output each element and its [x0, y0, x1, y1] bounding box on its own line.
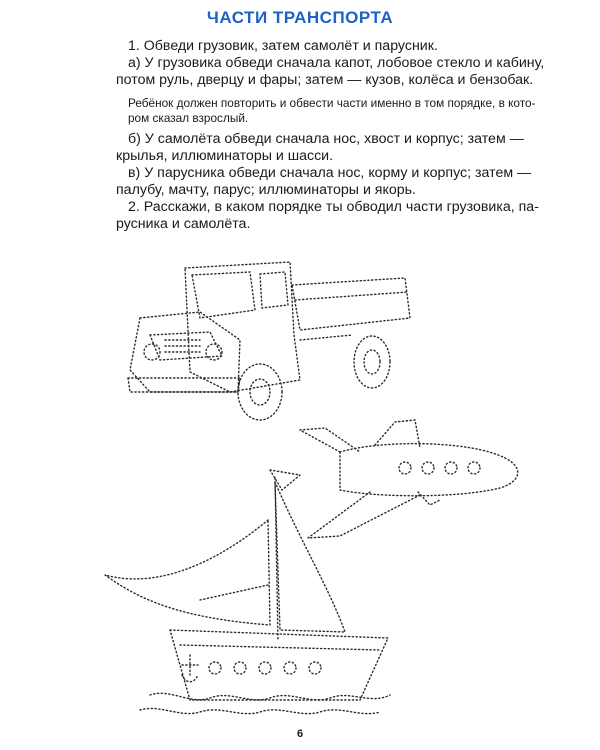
task-1b-line-2: крылья, иллюминаторы и шасси. [116, 148, 334, 164]
task-1a-line-1: а) У грузовика обведи сначала капот, лобовое стекло и кабину, [128, 55, 545, 71]
task-1-continued [116, 131, 552, 233]
tracing-illustrations [0, 240, 600, 720]
task-1a-line-2: потом руль, дверцу и фары; затем — кузов, колёса и бензобак. [116, 72, 534, 88]
page-number: 6 [296, 728, 304, 740]
task-1-heading: 1. Обведи грузовик, затем самолёт и парусник. [128, 38, 438, 54]
airplane-icon[interactable] [300, 420, 518, 538]
adult-note-line-2: ром сказал взрослый. [128, 111, 249, 125]
task-1b-line-1: б) У самолёта обведи сначала нос, хвост и корпус; затем — [128, 131, 524, 147]
task-1 [116, 38, 552, 89]
adult-note [116, 96, 552, 126]
task-1v-line-1: в) У парусника обведи сначала нос, корму и корпус; затем — [128, 165, 532, 181]
truck-icon[interactable] [128, 262, 410, 420]
sailboat-icon[interactable] [105, 470, 390, 714]
task-2-line-2: русника и самолёта. [116, 216, 251, 232]
task-1v-line-2: палубу, мачту, парус; иллюминаторы и якорь. [116, 182, 416, 198]
page-title: ЧАСТИ ТРАНСПОРТА [206, 8, 394, 27]
task-2-line-1: 2. Расскажи, в каком порядке ты обводил части грузовика, па- [128, 199, 539, 215]
adult-note-line-1: Ребёнок должен повторить и обвести части именно в том порядке, в кото- [128, 96, 536, 110]
